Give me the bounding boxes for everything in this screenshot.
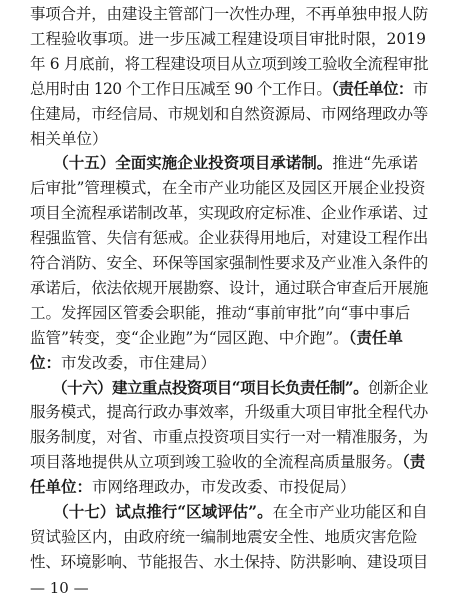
bold-text-segment: （十六）建立重点投资项目“项目长负责任制”。 — [30, 377, 369, 397]
text-line — [30, 203, 428, 223]
text-line — [30, 427, 428, 447]
bold-text-segment: 任单位： — [30, 477, 93, 497]
text-segment: 市 — [412, 79, 428, 98]
text-segment: 在全市产业功能区和自 — [272, 503, 428, 521]
text-segment: 推进“先承诺 — [332, 154, 418, 173]
text-segment: 程强监管、失信有惩戒。企业获得用地后，对建设工程作出 — [30, 229, 428, 248]
bold-text-segment: （责 — [402, 452, 426, 472]
text-line — [30, 178, 428, 198]
text-line — [30, 228, 428, 248]
text-line — [30, 253, 428, 273]
bold-text-segment: （责任单 — [348, 327, 403, 347]
text-line — [30, 54, 428, 74]
text-segment: 年 6 月底前，将工程建设项目从立项到竣工验收全流程审批 — [30, 54, 428, 73]
text-segment: 承诺后，依法依规开展勘察、设计，通过联合审查后开展施 — [30, 278, 428, 297]
text-segment: 项目落地提供从立项到竣工验收的全流程高质量服务。 — [30, 453, 403, 472]
text-segment: 项目全流程承诺制改革，实现政府定标准、企业作承诺、过 — [30, 204, 428, 223]
text-line — [30, 303, 428, 323]
text-segment: 贸试验区内，由政府统一编制地震安全性、地质灾害危险 — [30, 527, 418, 546]
text-line — [30, 129, 428, 149]
text-segment: 市网络理政办，市发改委、市投促局） — [92, 478, 356, 497]
text-line — [30, 552, 428, 572]
text-segment: 住建局，市经信局、市规划和自然资源局、市网络理政办等 — [30, 104, 428, 123]
text-line — [30, 353, 428, 373]
text-line — [30, 527, 428, 547]
text-segment: 服务模式，提高行政办事效率，升级重大项目审批全程代办 — [30, 403, 428, 422]
text-line — [30, 104, 428, 124]
text-segment: 服务制度，对省、市重点投资项目实行一对一精准服务，为 — [30, 428, 428, 447]
text-segment: 符合消防、安全、环保等国家强制性要求及产业准入条件的 — [30, 254, 428, 272]
text-segment: 工程验收事项。进一步压减工程建设项目审批时限，2019 — [30, 29, 426, 48]
text-line — [30, 278, 428, 298]
text-segment: 后审批”管理模式，在全市产业功能区及园区开展企业投资 — [30, 179, 426, 198]
text-segment: 相关单位） — [30, 129, 108, 148]
text-segment: 总用时由 120 个工作日压减至 90 个工作日。 — [30, 79, 332, 98]
text-line — [30, 378, 428, 398]
text-segment: 事项合并，由建设主管部门一次性办理，不再单独申报人防 — [30, 5, 428, 23]
text-line — [30, 4, 428, 24]
text-segment: 性、环境影响、节能报告、水土保持、防洪影响、建设项目 — [30, 552, 428, 571]
text-segment: 监管”转变，变“企业跑”为“园区跑、中介跑”。 — [30, 328, 349, 347]
bold-text-segment: （责任单位： — [331, 78, 413, 98]
bold-text-segment: 位： — [30, 352, 62, 372]
text-line — [30, 328, 428, 348]
text-line — [30, 502, 428, 522]
text-line — [30, 153, 428, 173]
text-line — [30, 79, 428, 99]
text-segment: 创新企业 — [368, 378, 428, 397]
text-line — [30, 452, 428, 472]
bold-text-segment: （十五）全面实施企业投资项目承诺制。 — [30, 153, 333, 173]
text-segment: 市发改委，市住建局） — [61, 353, 217, 372]
bold-text-segment: （十七）试点推行“区域评估”。 — [30, 502, 273, 521]
page-number: — 10 — — [30, 579, 89, 597]
text-line — [30, 402, 428, 422]
text-segment: 工。发挥园区管委会职能，推动“事前审批”向“事中事后 — [30, 303, 411, 322]
text-line — [30, 477, 428, 497]
text-line — [30, 29, 428, 49]
